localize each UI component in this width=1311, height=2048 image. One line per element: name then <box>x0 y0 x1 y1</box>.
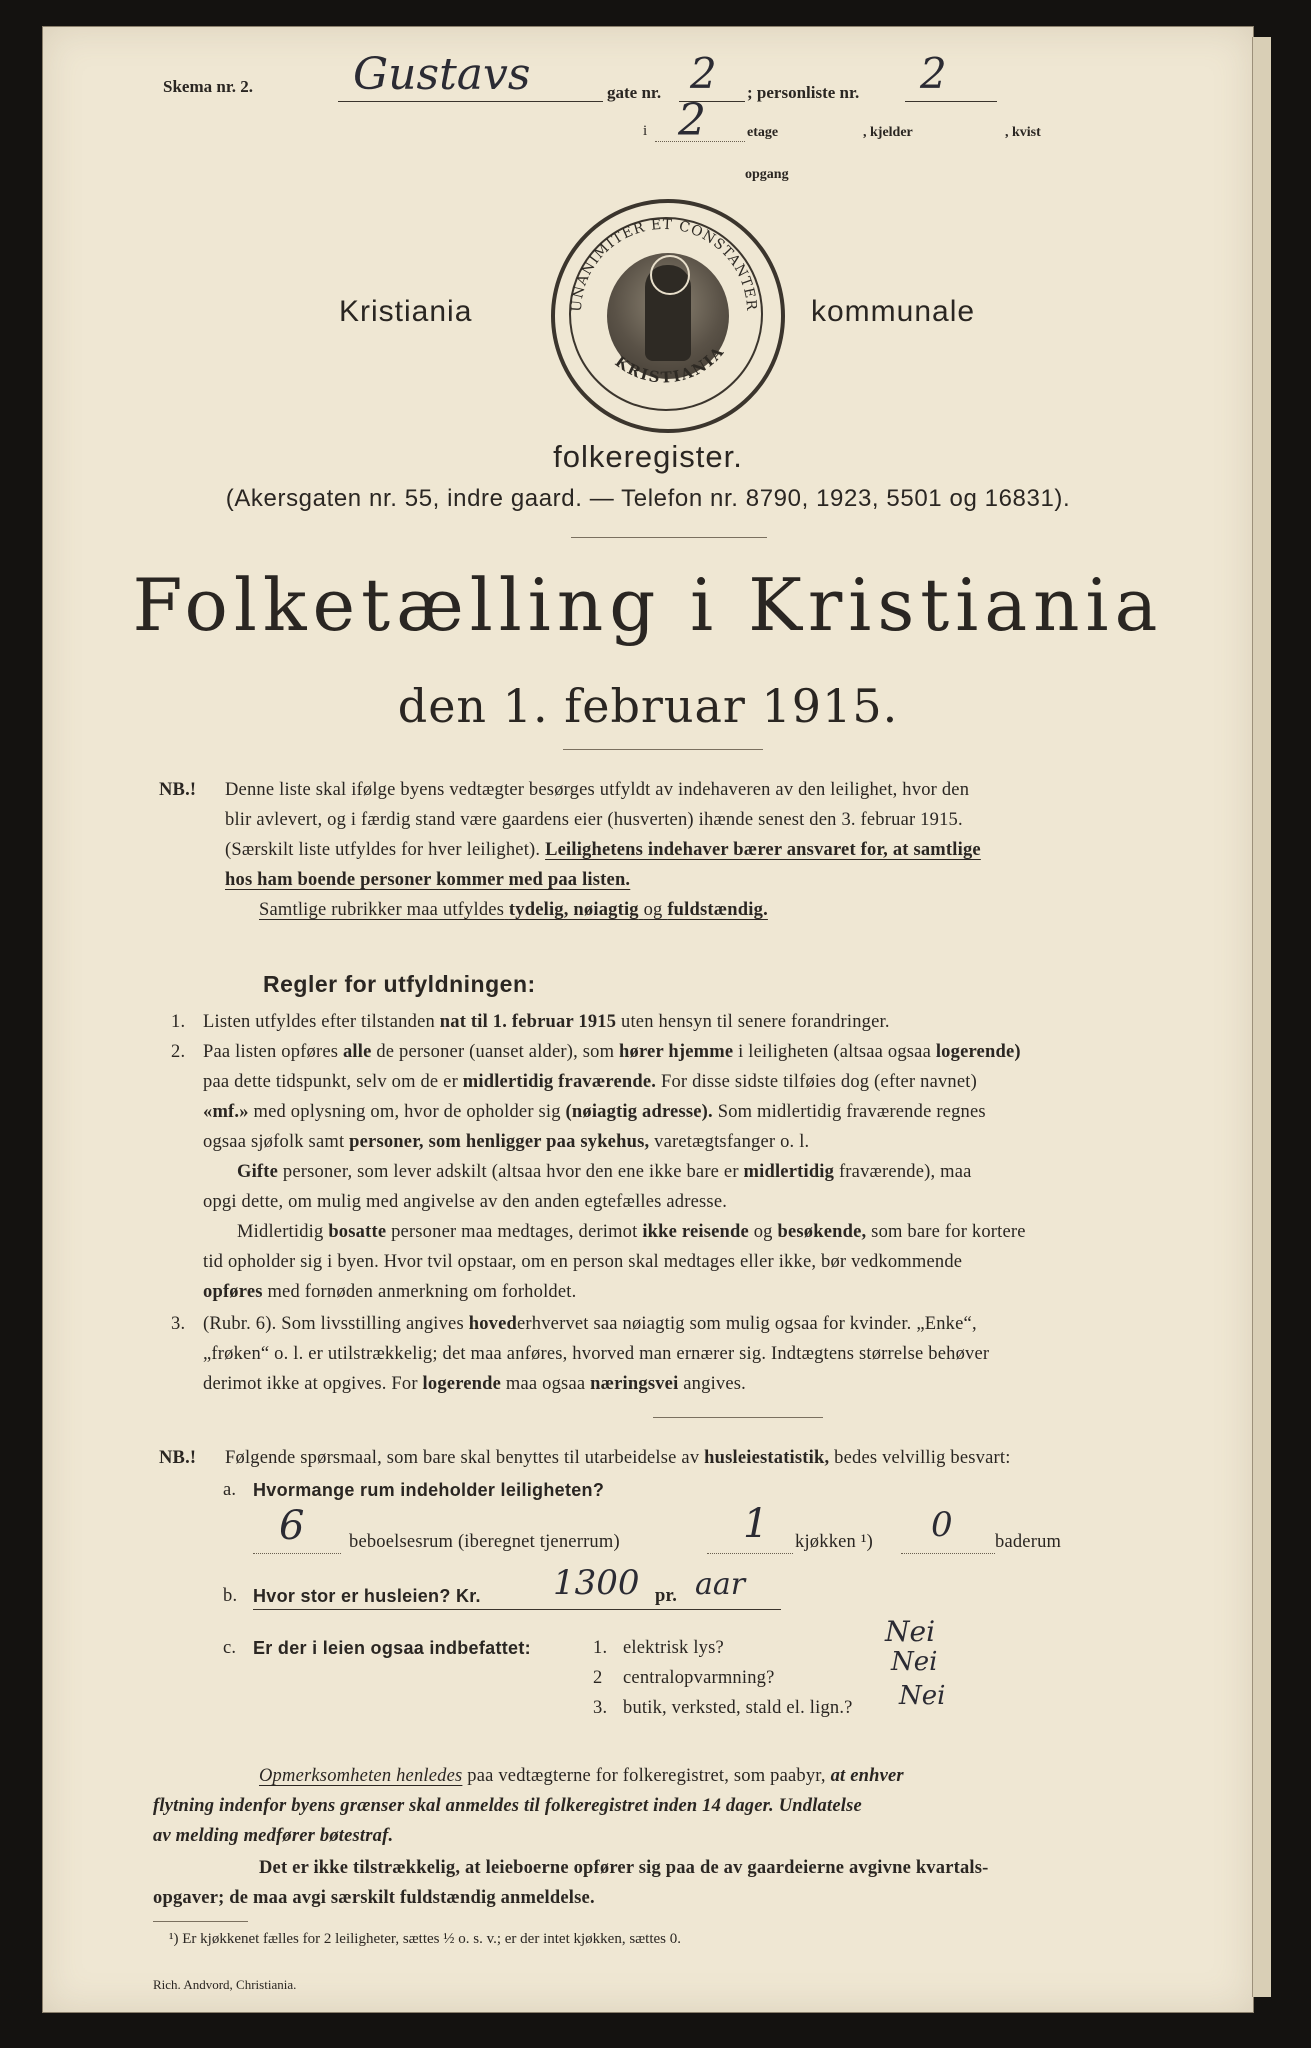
rent-period-handwritten: aar <box>695 1567 746 1602</box>
c1-text: elektrisk lys? <box>623 1638 724 1658</box>
rent-handwritten: 1300 <box>553 1563 640 1603</box>
rule2-number: 2. <box>171 1042 186 1062</box>
notice-line4: Det er ikke tilstrækkelig, at leieboerne opfører sig paa de av gaardeierne avgivne kvartals- <box>259 1858 989 1878</box>
nb2-intro: Følgende spørsmaal, som bare skal benyttes til utarbeidelse av husleiestatistik, bedes velvillig besvart: <box>225 1448 1011 1468</box>
c1-answer-handwritten: Nei <box>885 1615 936 1648</box>
kvist-label: , kvist <box>1005 125 1041 140</box>
c2-number: 2 <box>593 1668 603 1688</box>
question-b-text: Hvor stor er husleien? Kr. <box>253 1586 481 1606</box>
census-form-sheet <box>42 26 1254 2013</box>
footnote: ¹) Er kjøkkenet fælles for 2 leiligheter, sættes ½ o. s. v.; er der intet kjøkken, sættes 0. <box>169 1931 681 1947</box>
rule3-line2: „frøken“ o. l. er utilstrækkelig; det maa anføres, hvorved man ernærer sig. Indtægtens størrelse behøver <box>203 1344 990 1364</box>
rule1-number: 1. <box>171 1012 186 1032</box>
printer-imprint: Rich. Andvord, Christiania. <box>153 1977 297 1992</box>
office-right-text: kommunale <box>811 295 976 328</box>
svg-text:UNANIMITER ET CONSTANTER <box>569 217 759 313</box>
kitchen-handwritten: 1 <box>743 1501 769 1547</box>
office-address: (Akersgaten nr. 55, indre gaard. — Telefon nr. 8790, 1923, 5501 og 16831). <box>225 485 1071 512</box>
notice-line1: Opmerksomheten henledes paa vedtægterne for folkeregistret, som paabyr, at enhver <box>259 1766 904 1786</box>
nb2-label: NB.! <box>159 1448 197 1468</box>
question-c-label: c. <box>223 1638 237 1658</box>
next-page-edge <box>1252 37 1271 1997</box>
notice-line3: av melding medfører bøtestraf. <box>153 1826 394 1846</box>
question-a-label: a. <box>223 1480 237 1500</box>
nb1-line5: Samtlige rubrikker maa utfyldes tydelig, nøiagtig og fuldstændig. <box>259 900 768 920</box>
gate-number-handwritten: 2 <box>690 49 717 98</box>
opgang-label: opgang <box>745 167 789 182</box>
rule2-line8: tid opholder sig i byen. Hvor tvil opstaar, om en person skal medtages eller ikke, bør vedkommende <box>203 1252 963 1272</box>
rule3-number: 3. <box>171 1314 186 1334</box>
personliste-number-handwritten: 2 <box>920 49 947 98</box>
divider-3 <box>653 1417 823 1418</box>
kitchen-line <box>707 1553 793 1554</box>
notice-line2: flytning indenfor byens grænser skal anmeldes til folkeregistret inden 14 dager. Undlatelse <box>153 1796 862 1816</box>
personliste-label: ; personliste nr. <box>747 83 860 102</box>
rule3-line1: (Rubr. 6). Som livsstilling angives hovederhvervet saa nøiagtig som mulig ogsaa for kvinder. „Enke“, <box>203 1314 977 1334</box>
office-left-text: Kristiania <box>339 295 473 328</box>
rule2-line5: Gifte personer, som lever adskilt (altsaa hvor den ene ikke bare er midlertidig fraværende), maa <box>237 1162 972 1182</box>
nb1-label: NB.! <box>159 780 197 800</box>
bath-handwritten: 0 <box>931 1505 953 1545</box>
rule2-line7: Midlertidig bosatte personer maa medtages, derimot ikke reisende og besøkende, som bare for kortere <box>237 1222 1026 1242</box>
footnote-divider <box>153 1921 248 1922</box>
c3-answer-handwritten: Nei <box>899 1681 946 1711</box>
rooms-handwritten: 6 <box>279 1503 305 1549</box>
rule3-line3: derimot ikke at opgives. For logerende maa ogsaa næringsvei angives. <box>203 1374 747 1394</box>
kitchen-label: kjøkken ¹) <box>795 1532 873 1552</box>
divider-1 <box>571 537 767 538</box>
rent-underline <box>253 1609 781 1610</box>
gate-label: gate nr. <box>607 83 662 102</box>
c3-number: 3. <box>593 1698 608 1718</box>
rule2-line9: opføres med fornøden anmerkning om forholdet. <box>203 1282 577 1302</box>
seal-motto: UNANIMITER ET CONSTANTER <box>568 216 760 313</box>
etage-label: etage <box>747 125 779 140</box>
personliste-line <box>905 101 997 102</box>
question-a-text: Hvormange rum indeholder leiligheten? <box>253 1480 605 1500</box>
bath-label: baderum <box>995 1532 1062 1552</box>
nb1-line4: hos ham boende personer kommer med paa listen. <box>225 870 631 890</box>
office-folkeregister: folkeregister. <box>553 439 743 474</box>
seal-city-name: KRISTIANIA <box>611 342 729 387</box>
nb1-line3: (Særskilt liste utfyldes for hver leilighet). Leilighetens indehaver bærer ansvaret for, at samtlige <box>225 840 981 860</box>
rules-heading: Regler for utfyldningen: <box>263 971 536 997</box>
c3-text: butik, verksted, stald el. lign.? <box>623 1698 853 1718</box>
rule1-text: Listen utfyldes efter tilstanden nat til 1. februar 1915 uten hensyn til senere forandringer. <box>203 1012 890 1032</box>
c1-number: 1. <box>593 1638 608 1658</box>
rule2-line3: «mf.» med oplysning om, hvor de opholder sig (nøiagtig adresse). Som midlertidig fraværende regnes <box>203 1102 986 1122</box>
skema-number: Skema nr. 2. <box>163 77 254 96</box>
rule2-line2: paa dette tidspunkt, selv om de er midlertidig fraværende. For disse sidste tilføies dog (efter navnet) <box>203 1072 977 1092</box>
kristiania-city-seal <box>551 199 785 433</box>
nb1-line2: blir avlevert, og i færdig stand være gaardens eier (husverten) ihænde senest den 3. februar 1915. <box>225 810 963 830</box>
rule2-line4: ogsaa sjøfolk samt personer, som henligger paa sykehus, varetægtsfanger o. l. <box>203 1132 810 1152</box>
c2-text: centralopvarmning? <box>623 1668 775 1688</box>
rooms-label: beboelsesrum (iberegnet tjenerrum) <box>349 1532 620 1552</box>
i-label: i <box>643 123 648 139</box>
title-date: den 1. februar 1915. <box>397 679 899 733</box>
rent-per-label: pr. <box>655 1586 678 1606</box>
rule2-line6: opgi dette, om mulig med angivelse av den anden egtefælles adresse. <box>203 1192 728 1212</box>
street-name-handwritten: Gustavs <box>353 49 531 100</box>
etage-handwritten: 2 <box>678 95 706 146</box>
question-c-text: Er der i leien ogsaa indbefattet: <box>253 1638 531 1658</box>
c2-answer-handwritten: Nei <box>891 1647 938 1677</box>
street-line <box>338 101 603 102</box>
rooms-line <box>253 1553 341 1554</box>
svg-text:KRISTIANIA <box>612 342 729 387</box>
notice-line5: opgaver; de maa avgi særskilt fuldstændig anmeldelse. <box>153 1888 595 1908</box>
rule2-line1: Paa listen opføres alle de personer (uanset alder), som hører hjemme i leiligheten (altsaa ogsaa logerende) <box>203 1042 1021 1062</box>
bath-line <box>901 1553 995 1554</box>
kjelder-label: , kjelder <box>863 125 913 140</box>
divider-2 <box>563 749 763 750</box>
nb1-line1: Denne liste skal ifølge byens vedtægter besørges utfyldt av indehaveren av den leilighet, hvor den <box>225 780 970 800</box>
question-b-label: b. <box>223 1586 238 1606</box>
title-main: Folketælling i Kristiania <box>132 563 1164 647</box>
